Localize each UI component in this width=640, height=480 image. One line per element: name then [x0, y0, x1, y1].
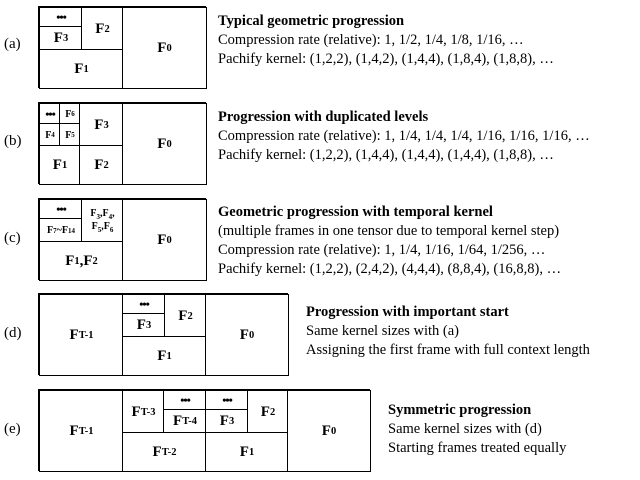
description-b [218, 108, 590, 165]
block-f1-f2: F 1 ,F 2 [39, 241, 124, 281]
block-ft-2: F T-2 [122, 432, 207, 472]
diagram-d [38, 293, 288, 375]
diagram-b [38, 102, 206, 184]
diagram-e [38, 389, 370, 471]
line-a-2: Pachify kernel: (1,2,2), (1,4,2), (1,4,4), (1,8,4), (1,8,8), … [218, 51, 554, 67]
description-a [218, 12, 554, 69]
row-label-a: (a) [4, 36, 21, 52]
line-d-1: Same kernel sizes with (a) [306, 323, 460, 339]
block-f5: F 5 [59, 123, 81, 147]
row-label-b: (b) [4, 133, 22, 149]
title-b: Progression with duplicated levels [218, 109, 429, 125]
line-b-1: Compression rate (relative): 1, 1/4, 1/4, 1/4, 1/16, 1/16, 1/16, … [218, 128, 590, 144]
block-f1: F 1 [122, 336, 207, 376]
block-f1: F 1 [39, 145, 81, 185]
block-f2: F 2 [164, 294, 207, 338]
block-f3: F 3 [122, 313, 166, 338]
description-d [306, 303, 590, 360]
line-c-3: Pachify kernel: (1,2,2), (2,4,2), (4,4,4), (8,8,4), (16,8,8), … [218, 261, 562, 277]
line-e-1: Same kernel sizes with (d) [388, 421, 542, 437]
block-f7-f14: F 7 ~F 14 [39, 218, 83, 243]
row-label-d: (d) [4, 325, 22, 341]
block-dots-1: ••• [163, 390, 207, 411]
block-ft-1: F T-1 [39, 294, 124, 376]
row-label-c: (c) [4, 230, 21, 246]
block-f3: F 3 [79, 103, 124, 147]
label-f3-f4: $F_3,F_4$, [90, 208, 115, 221]
block-f1: F 1 [205, 432, 289, 472]
block-f0: F 0 [205, 294, 289, 376]
label-f5-f6: $F_5,F_6$ [91, 221, 114, 234]
block-f0: F 0 [122, 7, 207, 89]
block-f0: F 0 [122, 103, 207, 185]
block-f2: F 2 [79, 145, 124, 185]
line-c-2: Compression rate (relative): 1, 1/4, 1/16, 1/64, 1/256, … [218, 242, 546, 258]
title-d: Progression with important start [306, 304, 509, 320]
block-f2: F 2 [247, 390, 289, 434]
block-f3-f6 [81, 199, 124, 243]
block-ft-4: F T-4 [163, 409, 207, 434]
block-f4: F 4 [39, 123, 61, 147]
block-f3: F 3 [39, 26, 83, 51]
line-a-1: Compression rate (relative): 1, 1/2, 1/4, 1/8, 1/16, … [218, 32, 524, 48]
diagram-a [38, 6, 206, 88]
block-f1: F 1 [39, 49, 124, 89]
block-f3: F 3 [205, 409, 249, 434]
block-f2: F 2 [81, 7, 124, 51]
description-c [218, 203, 561, 279]
block-f6: F 6 [59, 103, 81, 125]
title-c: Geometric progression with temporal kernel [218, 204, 493, 220]
description-e [388, 401, 566, 458]
block-dots-2: ••• [205, 390, 249, 411]
block-ft-3: F T-3 [122, 390, 165, 434]
title-a: Typical geometric progression [218, 13, 405, 29]
diagram-c [38, 198, 206, 280]
block-f0: F 0 [122, 199, 207, 281]
block-ft-1: F T-1 [39, 390, 124, 472]
block-f0: F 0 [287, 390, 371, 472]
block-dots: ••• [122, 294, 166, 315]
line-e-2: Starting frames treated equally [388, 440, 567, 456]
title-e: Symmetric progression [388, 402, 532, 418]
block-dots: ••• [39, 103, 61, 125]
line-c-1: (multiple frames in one tensor due to temporal kernel step) [218, 223, 560, 239]
line-d-2: Assigning the first frame with full context length [306, 342, 590, 358]
row-label-e: (e) [4, 421, 21, 437]
line-b-2: Pachify kernel: (1,2,2), (1,4,4), (1,4,4), (1,4,4), (1,8,8), … [218, 147, 554, 163]
block-dots: ••• [39, 199, 83, 220]
block-dots: ••• [39, 7, 83, 28]
